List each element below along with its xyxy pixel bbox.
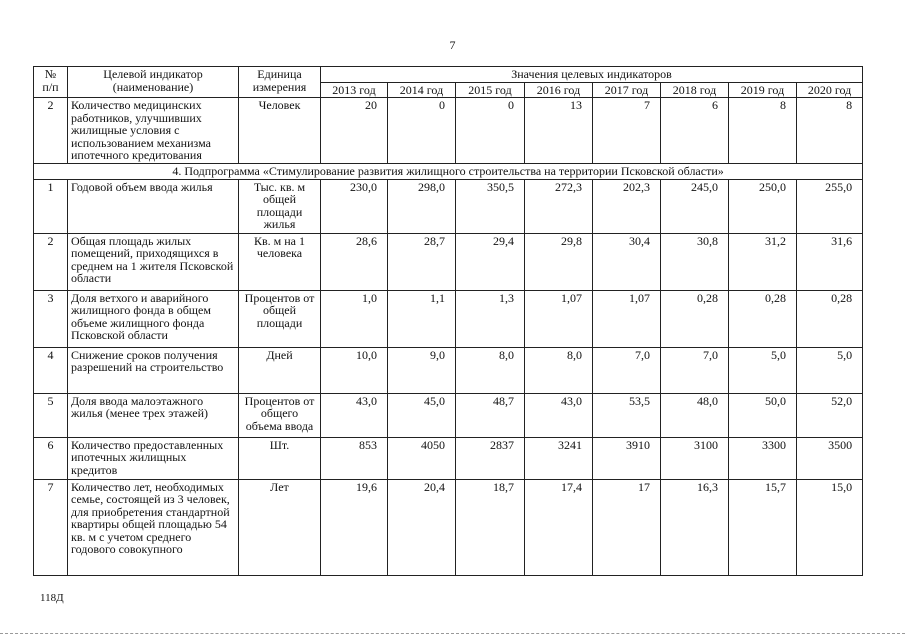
header-year: 2018 год bbox=[661, 82, 729, 98]
value-cell: 853 bbox=[321, 437, 388, 479]
value-cell: 43,0 bbox=[525, 393, 593, 437]
unit-cell: Тыс. кв. м общей площади жилья bbox=[239, 179, 321, 233]
value-cell: 0,28 bbox=[729, 290, 797, 347]
header-year: 2016 год bbox=[525, 82, 593, 98]
table-row bbox=[34, 347, 863, 393]
value-cell: 29,8 bbox=[525, 233, 593, 290]
value-cell: 17,4 bbox=[525, 479, 593, 575]
value-cell: 245,0 bbox=[661, 179, 729, 233]
value-cell: 7,0 bbox=[593, 347, 661, 393]
top-row bbox=[34, 98, 863, 164]
subprogram-title: 4. Подпрограмма «Стимулирование развития жилищного строительства на территории Псковской области» bbox=[34, 164, 863, 180]
value-cell: 1,0 bbox=[321, 290, 388, 347]
indicators-table bbox=[33, 66, 863, 576]
value-cell: 7 bbox=[593, 98, 661, 164]
value-cell: 28,7 bbox=[388, 233, 456, 290]
subprogram-row bbox=[34, 164, 863, 180]
value-cell: 17 bbox=[593, 479, 661, 575]
value-cell: 0,28 bbox=[797, 290, 863, 347]
value-cell: 0 bbox=[388, 98, 456, 164]
value-cell: 20,4 bbox=[388, 479, 456, 575]
value-cell: 31,6 bbox=[797, 233, 863, 290]
value-cell: 1,1 bbox=[388, 290, 456, 347]
value-cell: 3500 bbox=[797, 437, 863, 479]
header-year: 2013 год bbox=[321, 82, 388, 98]
value-cell: 8 bbox=[729, 98, 797, 164]
indicator-name: Доля ввода малоэтажного жилья (менее трех этажей) bbox=[68, 393, 239, 437]
row-number: 7 bbox=[34, 479, 68, 575]
table-row bbox=[34, 233, 863, 290]
value-cell: 4050 bbox=[388, 437, 456, 479]
indicator-name: Количество лет, необходимых семье, состоящей из 3 человек, для приобретения стандартной квартиры общей площадью 54 кв. м с учетом среднего годового совокупного bbox=[68, 479, 239, 575]
table-row bbox=[34, 479, 863, 575]
value-cell: 3100 bbox=[661, 437, 729, 479]
value-cell: 1,3 bbox=[456, 290, 525, 347]
value-cell: 45,0 bbox=[388, 393, 456, 437]
value-cell: 43,0 bbox=[321, 393, 388, 437]
unit-cell: Человек bbox=[239, 98, 321, 164]
indicator-name: Годовой объем ввода жилья bbox=[68, 179, 239, 233]
value-cell: 9,0 bbox=[388, 347, 456, 393]
value-cell: 0 bbox=[456, 98, 525, 164]
value-cell: 350,5 bbox=[456, 179, 525, 233]
value-cell: 18,7 bbox=[456, 479, 525, 575]
row-number: 4 bbox=[34, 347, 68, 393]
unit-cell: Процентов от общего объема ввода bbox=[239, 393, 321, 437]
footer-code: 118Д bbox=[40, 592, 64, 604]
header-year: 2020 год bbox=[797, 82, 863, 98]
value-cell: 29,4 bbox=[456, 233, 525, 290]
value-cell: 7,0 bbox=[661, 347, 729, 393]
value-cell: 28,6 bbox=[321, 233, 388, 290]
unit-cell: Кв. м на 1 человека bbox=[239, 233, 321, 290]
table-row bbox=[34, 290, 863, 347]
value-cell: 50,0 bbox=[729, 393, 797, 437]
indicator-name: Количество предоставленных ипотечных жилищных кредитов bbox=[68, 437, 239, 479]
value-cell: 53,5 bbox=[593, 393, 661, 437]
header-year: 2015 год bbox=[456, 82, 525, 98]
row-number: 6 bbox=[34, 437, 68, 479]
value-cell: 3300 bbox=[729, 437, 797, 479]
row-number: 5 bbox=[34, 393, 68, 437]
value-cell: 0,28 bbox=[661, 290, 729, 347]
unit-cell: Шт. bbox=[239, 437, 321, 479]
value-cell: 10,0 bbox=[321, 347, 388, 393]
header-year: 2014 год bbox=[388, 82, 456, 98]
unit-cell: Лет bbox=[239, 479, 321, 575]
value-cell: 255,0 bbox=[797, 179, 863, 233]
value-cell: 48,0 bbox=[661, 393, 729, 437]
value-cell: 19,6 bbox=[321, 479, 388, 575]
row-number: 1 bbox=[34, 179, 68, 233]
value-cell: 3910 bbox=[593, 437, 661, 479]
value-cell: 298,0 bbox=[388, 179, 456, 233]
value-cell: 6 bbox=[661, 98, 729, 164]
value-cell: 230,0 bbox=[321, 179, 388, 233]
page-edge-line bbox=[0, 633, 905, 634]
indicator-name: Доля ветхого и аварийного жилищного фонда в общем объеме жилищного фонда Псковской области bbox=[68, 290, 239, 347]
value-cell: 8,0 bbox=[525, 347, 593, 393]
header-unit: Единица измерения bbox=[239, 67, 321, 98]
value-cell: 30,4 bbox=[593, 233, 661, 290]
page-number: 7 bbox=[449, 38, 456, 52]
value-cell: 20 bbox=[321, 98, 388, 164]
value-cell: 16,3 bbox=[661, 479, 729, 575]
table-row bbox=[34, 393, 863, 437]
value-cell: 2837 bbox=[456, 437, 525, 479]
row-number: 3 bbox=[34, 290, 68, 347]
header-year: 2017 год bbox=[593, 82, 661, 98]
value-cell: 272,3 bbox=[525, 179, 593, 233]
value-cell: 52,0 bbox=[797, 393, 863, 437]
row-number: 2 bbox=[34, 98, 68, 164]
value-cell: 250,0 bbox=[729, 179, 797, 233]
indicator-name: Количество медицинских работников, улучшивших жилищные условия с использованием механизма ипотечного кредитования bbox=[68, 98, 239, 164]
header-indicator: Целевой индикатор (наименование) bbox=[68, 67, 239, 98]
header-year: 2019 год bbox=[729, 82, 797, 98]
value-cell: 31,2 bbox=[729, 233, 797, 290]
value-cell: 15,0 bbox=[797, 479, 863, 575]
value-cell: 48,7 bbox=[456, 393, 525, 437]
unit-cell: Процентов от общей площади bbox=[239, 290, 321, 347]
indicator-name: Снижение сроков получения разрешений на строительство bbox=[68, 347, 239, 393]
value-cell: 202,3 bbox=[593, 179, 661, 233]
value-cell: 30,8 bbox=[661, 233, 729, 290]
row-number: 2 bbox=[34, 233, 68, 290]
value-cell: 15,7 bbox=[729, 479, 797, 575]
value-cell: 5,0 bbox=[729, 347, 797, 393]
header-values: Значения целевых индикаторов bbox=[321, 67, 863, 83]
value-cell: 1,07 bbox=[593, 290, 661, 347]
value-cell: 13 bbox=[525, 98, 593, 164]
header-row bbox=[34, 67, 863, 83]
value-cell: 5,0 bbox=[797, 347, 863, 393]
value-cell: 8 bbox=[797, 98, 863, 164]
value-cell: 8,0 bbox=[456, 347, 525, 393]
value-cell: 3241 bbox=[525, 437, 593, 479]
unit-cell: Дней bbox=[239, 347, 321, 393]
table-row bbox=[34, 179, 863, 233]
value-cell: 1,07 bbox=[525, 290, 593, 347]
indicator-name: Общая площадь жилых помещений, приходящихся в среднем на 1 жителя Псковской области bbox=[68, 233, 239, 290]
header-num: № п/п bbox=[34, 67, 68, 98]
table-row bbox=[34, 437, 863, 479]
